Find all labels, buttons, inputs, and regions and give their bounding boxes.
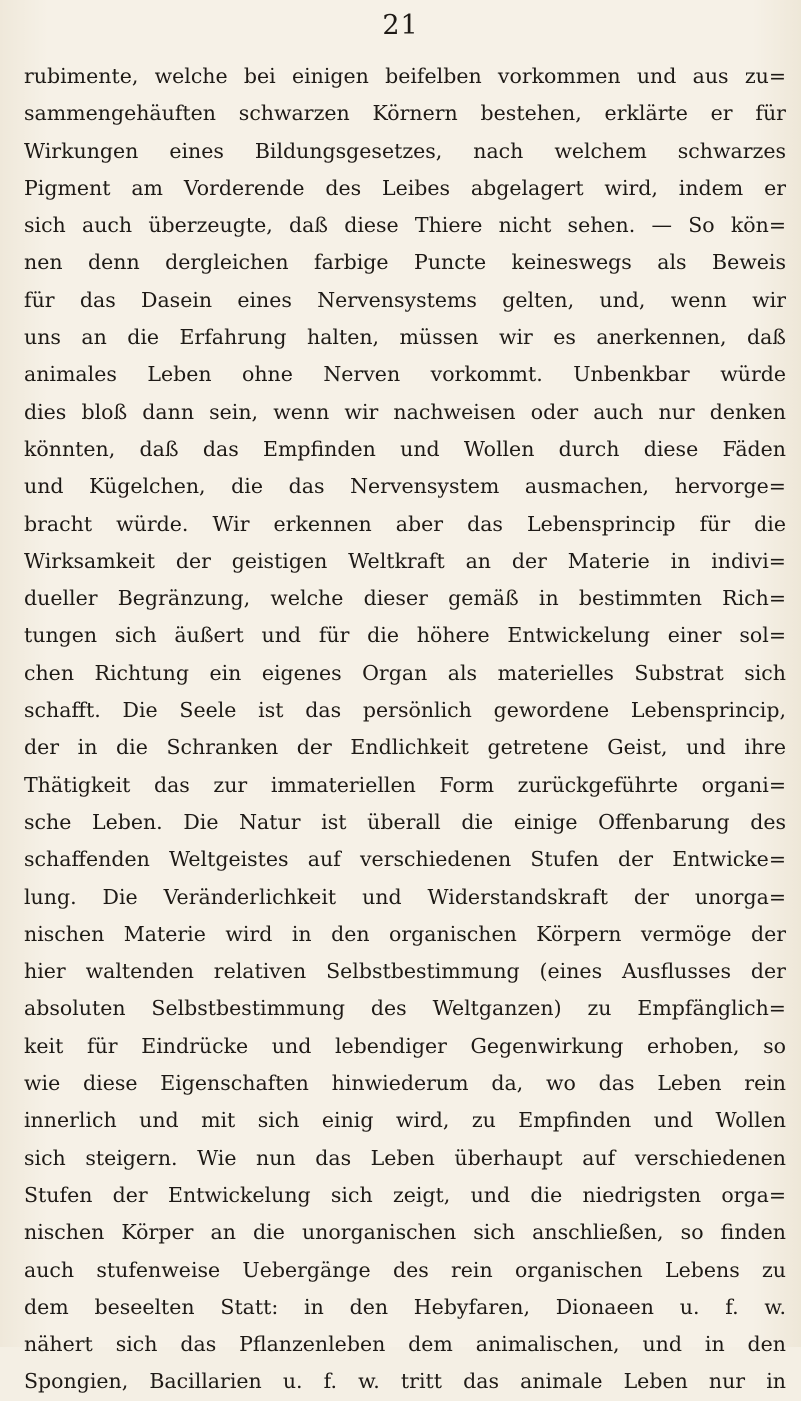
text-line: und Kügelchen, die das Nervensystem ausmachen, hervorge= — [24, 474, 786, 499]
text-line: nähert sich das Pflanzenleben dem animalischen, und in den — [24, 1332, 786, 1357]
text-line: Wirksamkeit der geistigen Weltkraft an der Materie in indivi= — [24, 548, 786, 573]
text-line: nischen Körper an die unorganischen sich anschließen, so finden — [24, 1220, 786, 1245]
text-line: Thätigkeit das zur immateriellen Form zurückgeführte organi= — [24, 772, 786, 797]
text-line: nischen Materie wird in den organischen Körpern vermöge der — [24, 921, 786, 946]
text-line: schaffenden Weltgeistes auf verschiedenen Stufen der Entwicke= — [24, 847, 786, 872]
text-line: dueller Begränzung, welche dieser gemäß in bestimmten Rich= — [24, 586, 786, 611]
text-line: hier waltenden relativen Selbstbestimmung (eines Ausflusses der — [24, 959, 786, 984]
page-number: 21 — [382, 10, 419, 41]
text-line: der in die Schranken der Endlichkeit getretene Geist, und ihre — [24, 735, 786, 760]
text-line: auch stufenweise Uebergänge des rein organischen Lebens zu — [24, 1257, 786, 1282]
text-line: uns an die Erfahrung halten, müssen wir es anerkennen, daß — [24, 325, 786, 350]
text-line: chen Richtung ein eigenes Organ als materielles Substrat sich — [24, 660, 786, 685]
text-line: dem beseelten Statt: in den Hebyfaren, Dionaeen u. f. w. — [24, 1294, 786, 1319]
body-text — [24, 58, 786, 1401]
text-line: sammengehäuften schwarzen Körnern bestehen, erklärte er für — [24, 101, 786, 126]
text-line: sich auch überzeugte, daß diese Thiere nicht sehen. — So kön= — [24, 213, 786, 238]
text-line: Stufen der Entwickelung sich zeigt, und die niedrigsten orga= — [24, 1182, 786, 1207]
text-line: keit für Eindrücke und lebendiger Gegenwirkung erhoben, so — [24, 1033, 786, 1058]
text-line: sich steigern. Wie nun das Leben überhaupt auf verschiedenen — [24, 1145, 786, 1170]
text-line: lung. Die Veränderlichkeit und Widerstandskraft der unorga= — [24, 884, 786, 909]
text-line: tungen sich äußert und für die höhere Entwickelung einer sol= — [24, 623, 786, 648]
text-line: könnten, daß das Empfinden und Wollen durch diese Fäden — [24, 436, 786, 461]
text-line: innerlich und mit sich einig wird, zu Empfinden und Wollen — [24, 1108, 786, 1133]
text-line: schafft. Die Seele ist das persönlich gewordene Lebensprincip, — [24, 698, 786, 723]
text-line: absoluten Selbstbestimmung des Weltganzen) zu Empfänglich= — [24, 996, 786, 1021]
text-line: sche Leben. Die Natur ist überall die einige Offenbarung des — [24, 809, 786, 834]
text-line: Spongien, Bacillarien u. f. w. tritt das animale Leben nur in — [24, 1369, 786, 1394]
text-line: bracht würde. Wir erkennen aber das Lebensprincip für die — [24, 511, 786, 536]
text-line: nen denn dergleichen farbige Puncte keineswegs als Beweis — [24, 250, 786, 275]
text-line: rubimente, welche bei einigen beifelben vorkommen und aus zu= — [24, 64, 786, 88]
text-line: für das Dasein eines Nervensystems gelten, und, wenn wir — [24, 287, 786, 312]
text-line: animales Leben ohne Nerven vorkommt. Unbenkbar würde — [24, 362, 786, 387]
text-line: wie diese Eigenschaften hinwiederum da, wo das Leben rein — [24, 1071, 786, 1096]
text-line: Pigment am Vorderende des Leibes abgelagert wird, indem er — [24, 175, 786, 200]
text-line: Wirkungen eines Bildungsgesetzes, nach welchem schwarzes — [24, 138, 786, 163]
text-line: dies bloß dann sein, wenn wir nachweisen oder auch nur denken — [24, 399, 786, 424]
